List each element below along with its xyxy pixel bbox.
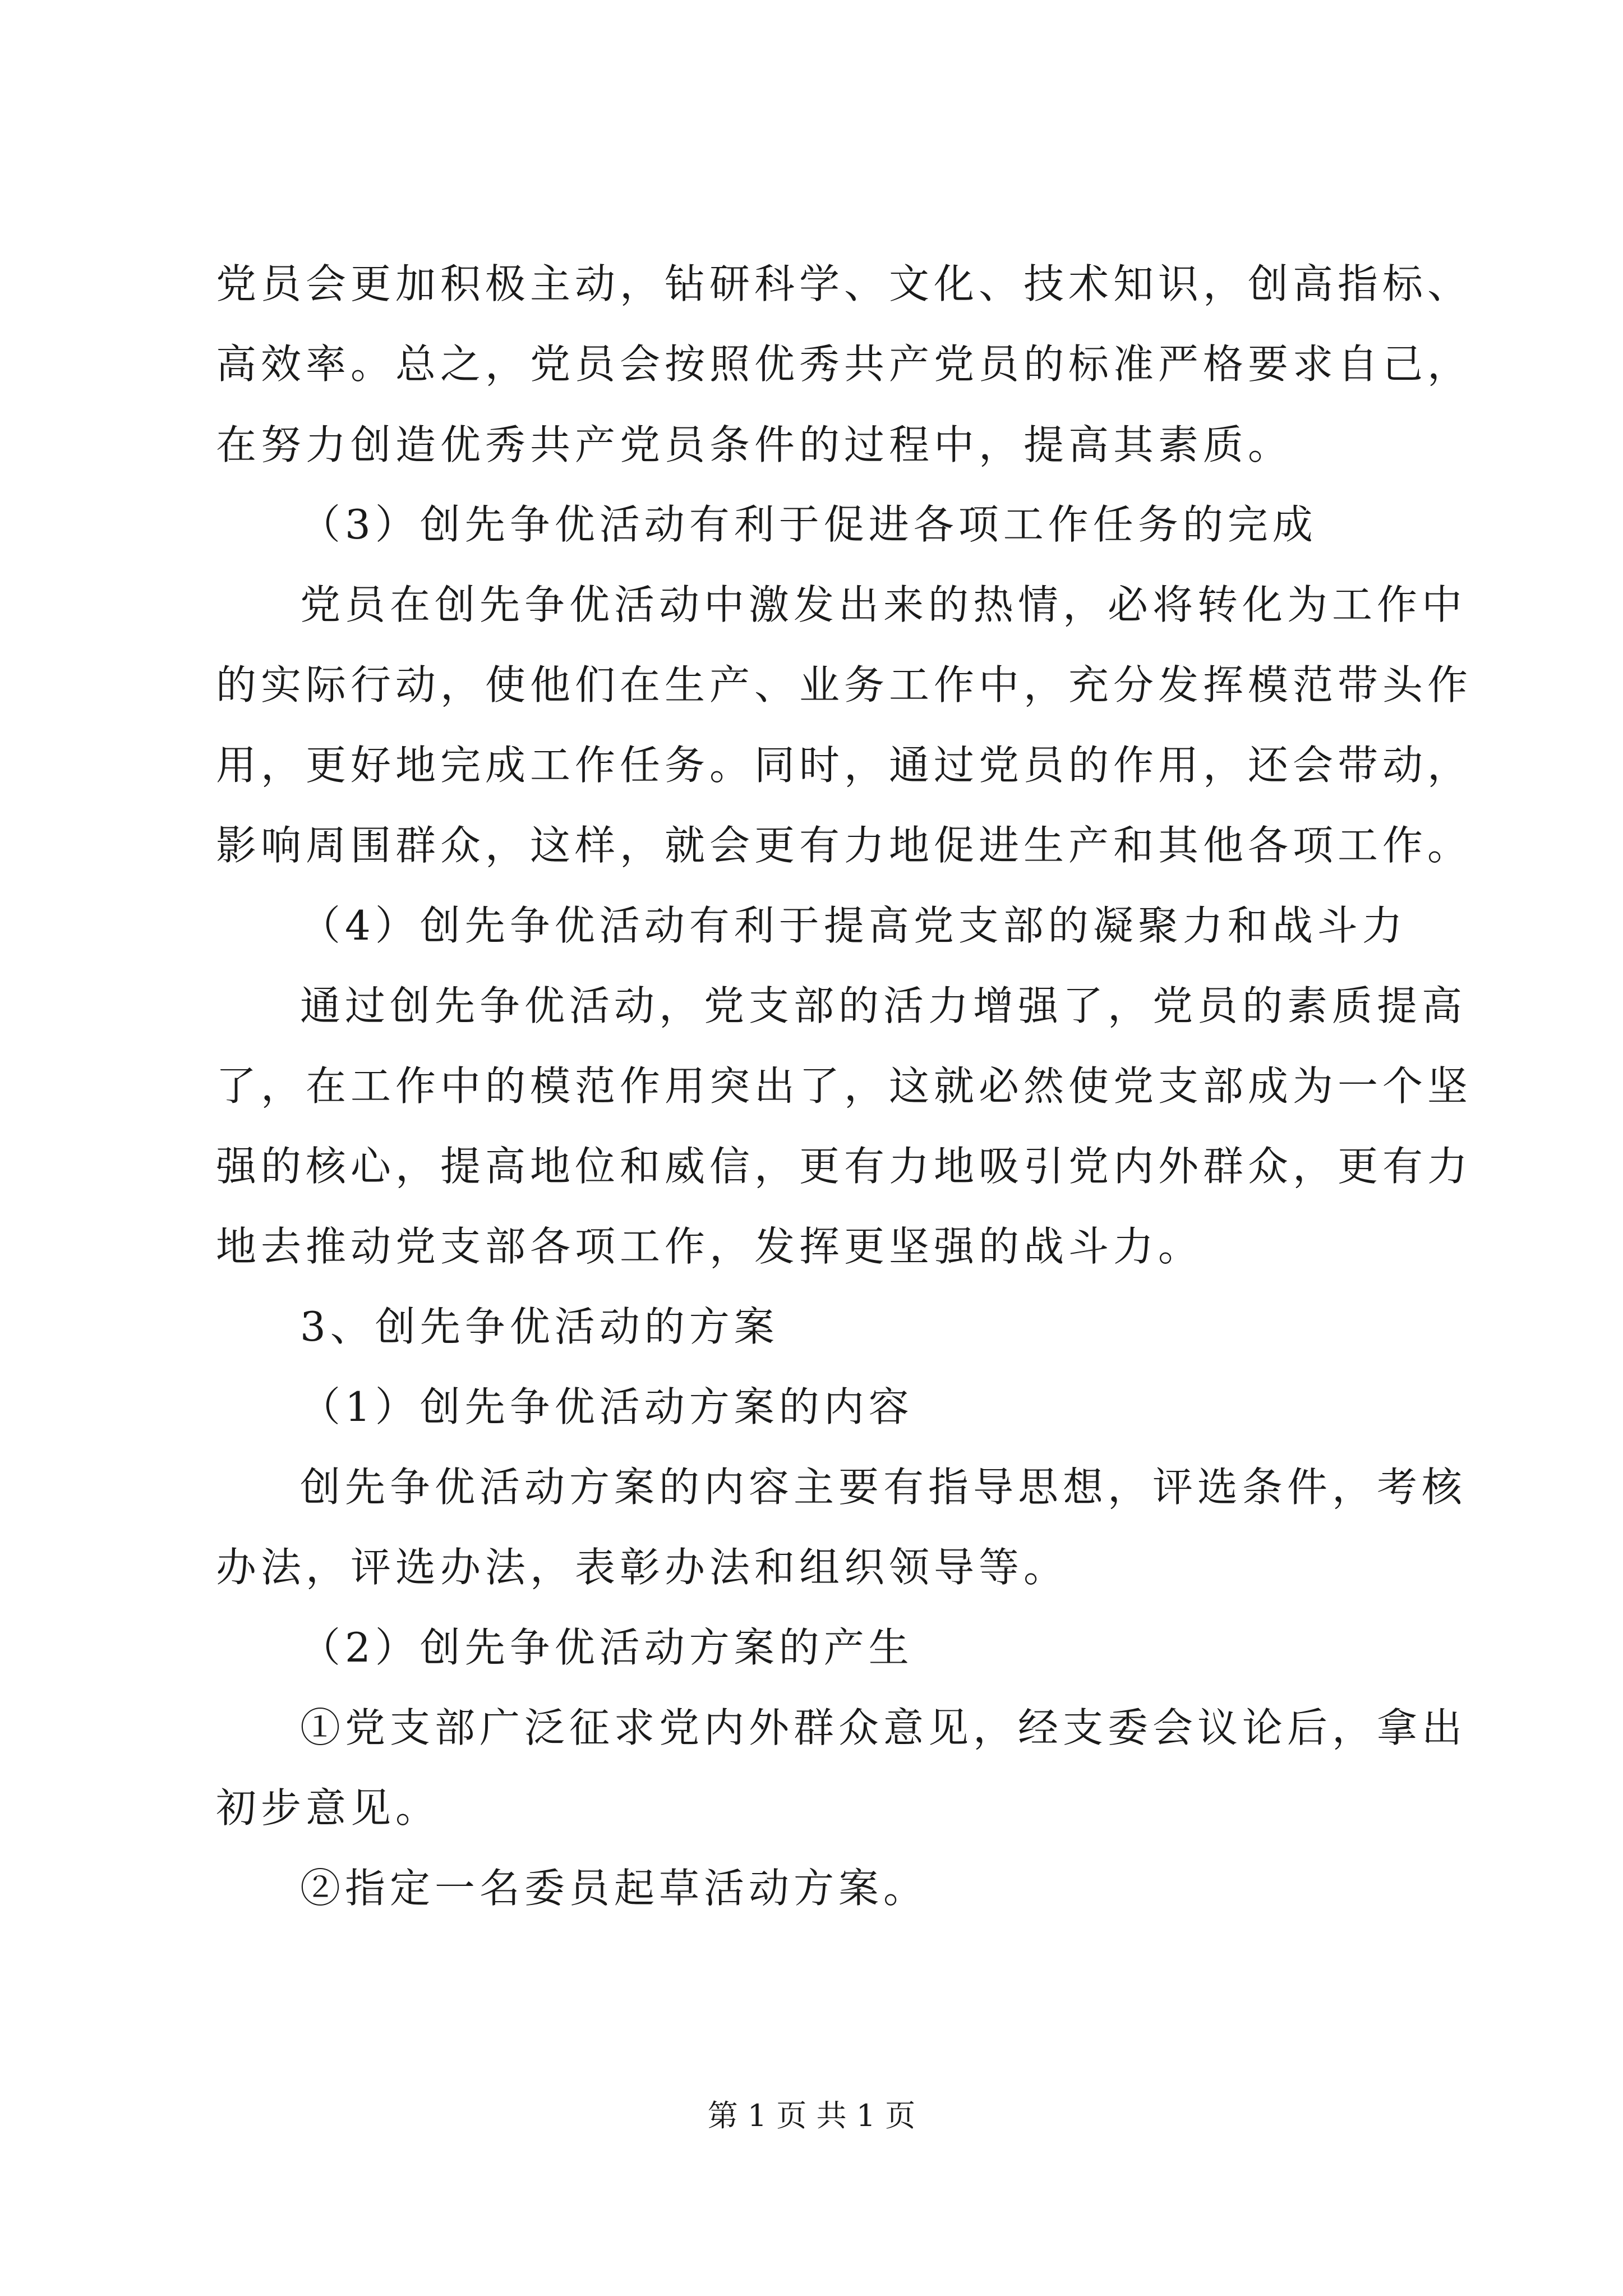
text-line: 通过创先争优活动，党支部的活力增强了，党员的素质提高 bbox=[300, 982, 1467, 1029]
text-line: 强的核心，提高地位和威信，更有力地吸引党内外群众，更有力 bbox=[216, 1143, 1473, 1190]
text-line: 党员会更加积极主动，钻研科学、文化、技术知识，创高指标、 bbox=[216, 260, 1473, 307]
section-heading: （4）创先争优活动有利于提高党支部的凝聚力和战斗力 bbox=[300, 902, 1407, 949]
text-line: 高效率。总之，党员会按照优秀共产党员的标准严格要求自己， bbox=[216, 341, 1473, 388]
text-line: 党员在创先争优活动中激发出来的热情，必将转化为工作中 bbox=[300, 581, 1467, 628]
text-line: 的实际行动，使他们在生产、业务工作中，充分发挥模范带头作 bbox=[216, 661, 1473, 708]
section-heading: 3、创先争优活动的方案 bbox=[300, 1303, 779, 1350]
text-line: ②指定一名委员起草活动方案。 bbox=[300, 1865, 929, 1912]
section-heading: （2）创先争优活动方案的产生 bbox=[300, 1624, 914, 1671]
section-heading: （3）创先争优活动有利于促进各项工作任务的完成 bbox=[300, 501, 1317, 548]
text-line: 影响周围群众，这样，就会更有力地促进生产和其他各项工作。 bbox=[216, 822, 1473, 869]
text-line: 了，在工作中的模范作用突出了，这就必然使党支部成为一个坚 bbox=[216, 1062, 1473, 1110]
text-line: ①党支部广泛征求党内外群众意见，经支委会议论后，拿出 bbox=[300, 1704, 1467, 1751]
text-line: 初步意见。 bbox=[216, 1784, 441, 1832]
text-line: 用，更好地完成工作任务。同时，通过党员的作用，还会带动， bbox=[216, 742, 1473, 789]
text-line: 地去推动党支部各项工作，发挥更坚强的战斗力。 bbox=[216, 1223, 1204, 1270]
text-line: 办法，评选办法，表彰办法和组织领导等。 bbox=[216, 1544, 1069, 1591]
text-line: 创先争优活动方案的内容主要有指导思想，评选条件，考核 bbox=[300, 1464, 1467, 1511]
section-heading: （1）创先争优活动方案的内容 bbox=[300, 1383, 914, 1430]
page-footer: 第 1 页 共 1 页 bbox=[707, 2098, 916, 2133]
text-line: 在努力创造优秀共产党员条件的过程中，提高其素质。 bbox=[216, 421, 1293, 468]
